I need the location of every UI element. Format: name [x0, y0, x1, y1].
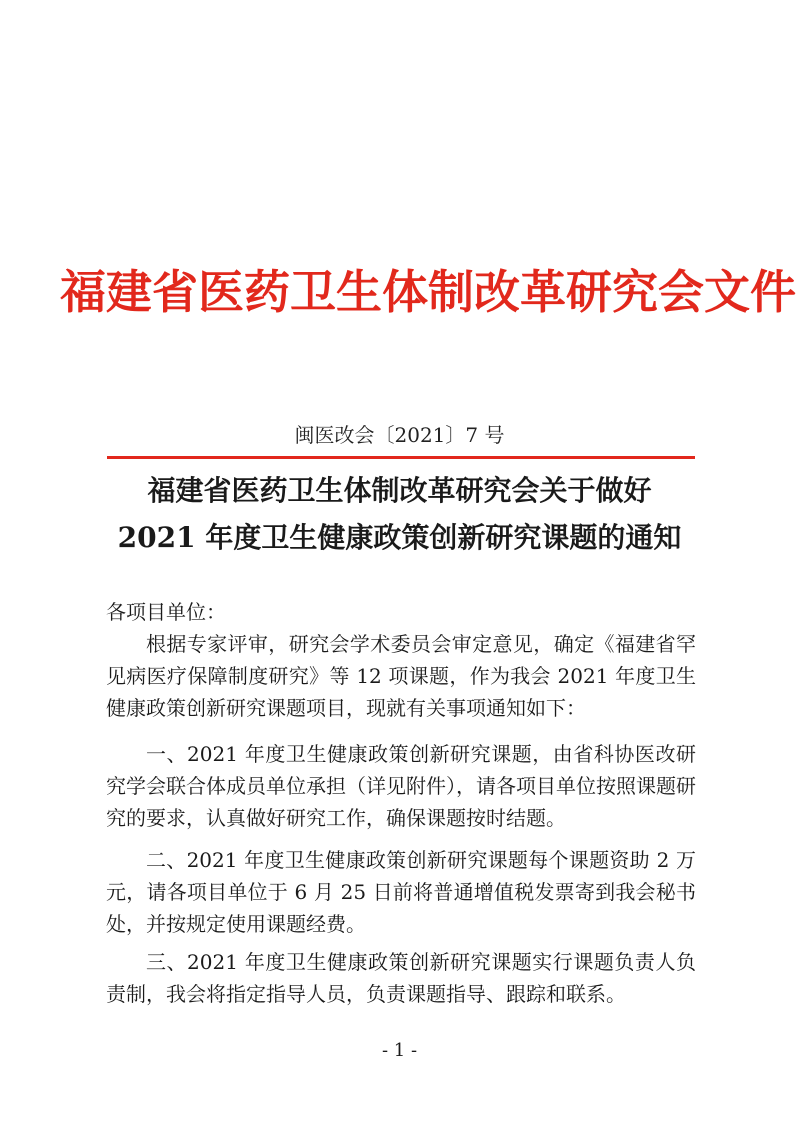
- page-number: - 1 -: [381, 1040, 418, 1061]
- body-paragraph-item-2: 二、2021 年度卫生健康政策创新研究课题每个课题资助 2 万元，请各项目单位于 6 月 25 日前将普通增值税发票寄到我会秘书处，并按规定使用课题经费。: [106, 848, 696, 936]
- body-paragraph-item-3: 三、2021 年度卫生健康政策创新研究课题实行课题负责人负责制，我会将指定指导人员，负责课题指导、跟踪和联系。: [106, 950, 696, 1006]
- notice-title-line-2: 2021 年度卫生健康政策创新研究课题的通知: [117, 521, 682, 554]
- header-divider-line: [107, 456, 695, 459]
- salutation: 各项目单位：: [106, 600, 226, 624]
- body-paragraph-intro: 根据专家评审，研究会学术委员会审定意见，确定《福建省罕见病医疗保障制度研究》等 12 项课题，作为我会 2021 年度卫生健康政策创新研究课题项目，现就有关事项通知如下：: [106, 632, 696, 720]
- body-paragraph-item-1: 一、2021 年度卫生健康政策创新研究课题，由省科协医改研究学会联合体成员单位承担（详见附件），请各项目单位按照课题研究的要求，认真做好研究工作，确保课题按时结题。: [106, 742, 696, 830]
- issuer-header-title: 福建省医药卫生体制改革研究会文件: [60, 265, 796, 319]
- notice-title-line-1: 福建省医药卫生体制改革研究会关于做好: [147, 474, 652, 507]
- document-number: 闽医改会〔2021〕7 号: [294, 423, 505, 447]
